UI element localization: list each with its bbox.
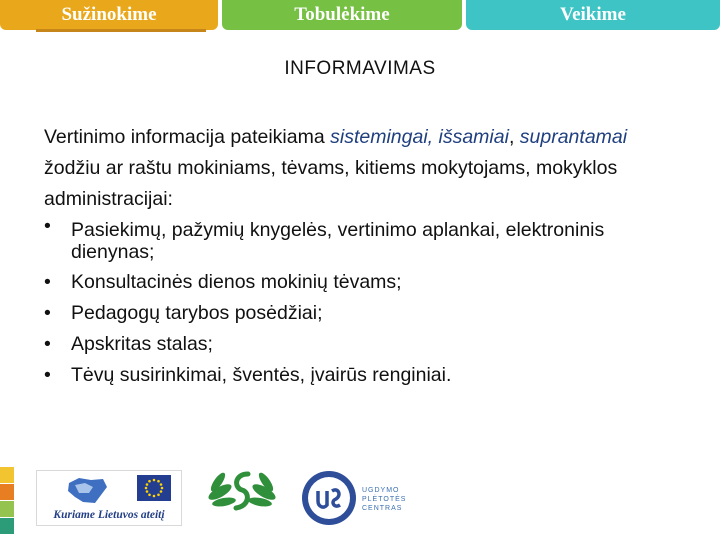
tab-underline — [36, 29, 206, 32]
bullet-item: • Apskritas stalas; — [44, 329, 684, 360]
bullet-item: • Pedagogų tarybos posėdžiai; — [44, 298, 684, 329]
bullet-item: • Konsultacinės dienos mokinių tėvams; — [44, 267, 684, 298]
eu-flag-icon — [137, 475, 171, 501]
leaf-s-emblem-icon — [204, 466, 280, 516]
color-strip-green — [0, 518, 14, 534]
upc-emblem-icon — [300, 469, 358, 527]
upc-logo-text: UGDYMO PLĖTOTĖS CENTRAS — [362, 487, 407, 512]
tab-suzinokime[interactable]: Sužinokime — [0, 0, 218, 30]
tab-tobulekime[interactable]: Tobulėkime — [222, 0, 462, 30]
bullet-item: • Tėvų susirinkimai, šventės, įvairūs renginiai. — [44, 360, 684, 391]
slide-title: INFORMAVIMAS — [284, 58, 436, 79]
esf-logo — [36, 470, 182, 526]
color-strip-yellow — [0, 467, 14, 483]
bullet-list — [44, 215, 684, 391]
bullet-item: • Pasiekimų, pažymių knygelės, vertinimo aplankai, elektroninis dienynas; — [44, 215, 684, 267]
tab-veikime[interactable]: Veikime — [466, 0, 720, 30]
color-strip-lightgreen — [0, 501, 14, 517]
intro-text-1: Vertinimo informacija pateikiama — [44, 126, 331, 148]
intro-text-2: , — [508, 126, 520, 148]
color-strip-orange — [0, 484, 14, 500]
slide-body — [44, 122, 684, 391]
highlight-1: sistemingai, išsamiai — [330, 126, 509, 148]
lithuania-map-icon — [65, 475, 109, 507]
intro-text-3: žodžiu ar raštu mokiniams, tėvams, kitiems mokytojams, mokyklos administracijai: — [44, 157, 618, 210]
esf-logo-caption: Kuriame Lietuvos ateitį — [53, 509, 165, 521]
highlight-2: suprantamai — [519, 126, 628, 148]
intro-paragraph — [44, 122, 684, 215]
top-tabs — [0, 0, 720, 32]
